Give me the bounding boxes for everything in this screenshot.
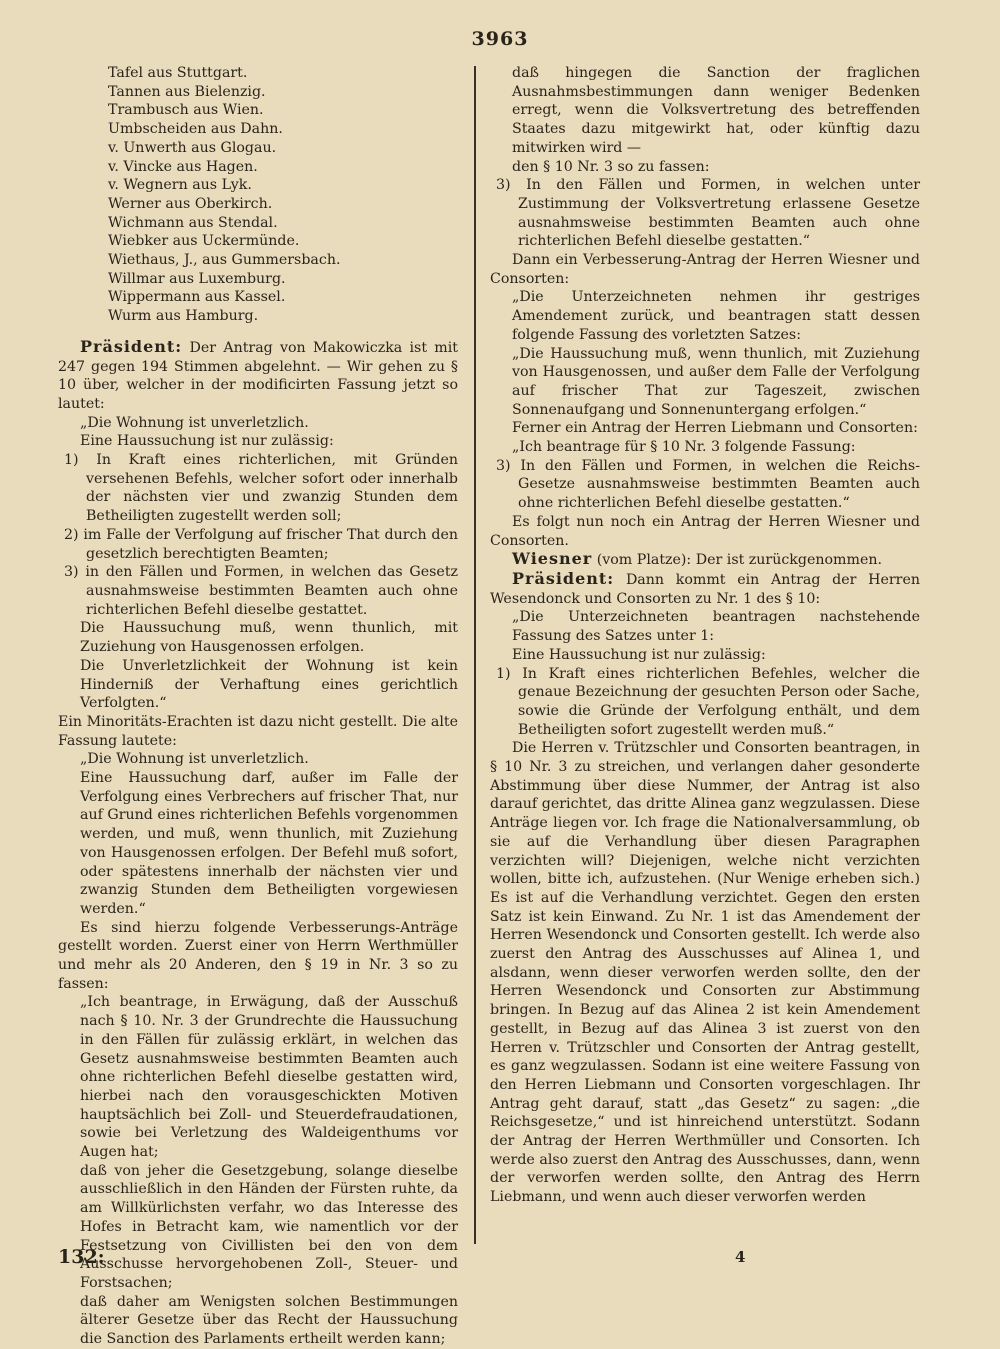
- paragraph: Ein Minoritäts-Erachten ist dazu nicht gestellt. Die alte Fassung lautete:: [58, 713, 458, 749]
- name-list-item: Wippermann aus Kassel.: [108, 289, 286, 306]
- paragraph: „Die Unterzeichneten nehmen ihr gestriges Amendement zurück, und beantragen statt dessen folgende Fassung des vorletzten Satzes:: [512, 289, 920, 343]
- list-item: 3) in den Fällen und Formen, in welchen das Gesetz ausnahmsweise bestimmten Beamten auch ohne richterlichen Befehl dieselbe gestattet.: [64, 564, 458, 618]
- paragraph: „Die Wohnung ist unverletzlich.: [80, 414, 309, 431]
- paragraph: Ferner ein Antrag der Herren Liebmann und Consorten:: [512, 420, 918, 437]
- name-list-item: Wiebker aus Uckermünde.: [108, 233, 300, 250]
- name-list-item: Tannen aus Bielenzig.: [108, 83, 266, 100]
- page-number: 3963: [471, 28, 529, 50]
- list-item: 3) In den Fällen und Formen, in welchen die Reichs-Gesetze ausnahmsweise bestimmten Beamten auch ohne richterlichen Befehl dieselbe gestatten.“: [496, 457, 920, 512]
- left-column: [58, 64, 458, 1349]
- paragraph: „Ich beantrage für § 10 Nr. 3 folgende Fassung:: [512, 439, 856, 456]
- name-list-item: Wurm aus Hamburg.: [108, 308, 259, 325]
- paragraph-text: (vom Platze): Der ist zurückgenommen.: [596, 552, 882, 569]
- paragraph: daß von jeher die Gesetzgebung, solange dieselbe ausschließlich in den Händen der Fürsten ruhte, da am Willkürlichsten verfahr, wo das Interesse des Hofes in Betracht kam, wie namentlich vor der Festsetzung von Civillisten bei den von dem Ausschusse hervorgehobenen Zoll-, Steuer- und Forstsachen;: [80, 1162, 458, 1291]
- paragraph: „Die Unterzeichneten beantragen nachstehende Fassung des Satzes unter 1:: [512, 609, 920, 645]
- name-list-item: Trambusch aus Wien.: [108, 102, 264, 119]
- name-list-item: Wichmann aus Stendal.: [108, 214, 278, 231]
- speaker-label: Wiesner: [512, 549, 593, 569]
- sheet-number: 4: [735, 1248, 746, 1266]
- paragraph-text: Dann kommt ein Antrag der Herren Wesendonck und Consorten zu Nr. 1 des § 10:: [490, 571, 920, 607]
- name-list-item: v. Vincke aus Hagen.: [108, 158, 258, 175]
- paragraph: Die Haussuchung muß, wenn thunlich, mit Zuziehung von Hausgenossen erfolgen.: [80, 620, 458, 656]
- paragraph: Die Herren v. Trützschler und Consorten beantragen, in § 10 Nr. 3 zu streichen, und verlangen daher gesonderte Abstimmung über diese Nummer, der Antrag ist also darauf gerichtet, das dritte Alinea ganz wegzulassen. Diese Anträge liegen vor. Ich frage die Nationalversammlung, ob sie auf die Verhandlung über diesen Paragraphen verzichten will? Diejenigen, welche nicht verzichten wollen, bitte ich, aufzustehen. (Nur Wenige erheben sich.) Es ist auf die Verhandlung verzichtet. Gegen den ersten Satz ist kein Einwand. Zu Nr. 1 ist das Amendement der Herren Wesendonck und Consorten gestellt. Ich werde also zuerst den Antrag des Ausschusses auf Alinea 1, und alsdann, wenn dieser verworfen werden sollte, den der Herren Wesendonck und Consorten zur Abstimmung bringen. In Bezug auf das Alinea 2 ist kein Amendement gestellt, in Bezug auf das Alinea 3 ist zuerst von den Herren v. Trützschler und Consorten der Antrag gestellt, es ganz wegzulassen. Sodann ist eine weitere Fassung von den Herren Liebmann und Consorten vorgeschlagen. Ihr Antrag geht darauf, statt „das Gesetz“ zu sagen: „die Reichsgesetze,“ und ist hinreichend unterstützt. Sodann der Antrag der Herren Werthmüller und Consorten. Ich werde also zuerst den Antrag des Ausschusses, dann, wenn der verworfen werden sollte, den Antrag des Herrn Liebmann, und wenn auch dieser verworfen werden: [490, 740, 920, 1206]
- column-divider: [474, 66, 476, 1244]
- name-list-item: Willmar aus Luxemburg.: [108, 270, 286, 287]
- list-item: 2) im Falle der Verfolgung auf frischer That durch den gesetzlich berechtigten Beamten;: [64, 526, 458, 562]
- paragraph: daß daher am Wenigsten solchen Bestimmungen älterer Gesetze über das Recht der Haussuchung die Sanction des Parlaments ertheilt werden kann;: [80, 1293, 458, 1348]
- paragraph: Eine Haussuchung ist nur zulässig:: [512, 646, 766, 663]
- paragraph: Dann ein Verbesserung-Antrag der Herren Wiesner und Consorten:: [490, 252, 920, 287]
- list-item: 1) In Kraft eines richterlichen, mit Gründen versehenen Befehls, welcher sofort oder innerhalb der nächsten vier und zwanzig Stunden dem Betheiligten zugestellt werden soll;: [64, 452, 458, 525]
- name-list-item: v. Unwerth aus Glogau.: [108, 139, 277, 156]
- paragraph: den § 10 Nr. 3 so zu fassen:: [512, 158, 710, 175]
- paragraph-text: Der Antrag von Makowiczka ist mit 247 gegen 194 Stimmen abgelehnt. — Wir gehen zu § 10 über, welcher in der modificirten Fassung jetzt so lautet:: [58, 339, 458, 412]
- paragraph: Eine Haussuchung ist nur zulässig:: [80, 433, 334, 450]
- paragraph: Es folgt nun noch ein Antrag der Herren Wiesner und Consorten.: [490, 513, 920, 549]
- paragraph: „Ich beantrage, in Erwägung, daß der Ausschuß nach § 10. Nr. 3 der Grundrechte die Haussuchung in den Fällen für zulässig erklärt, in welchen das Gesetz ausnahmsweise bestimmten Beamten auch ohne richterlichen Befehl dieselbe gestatten wird, hierbei nach den vorausgeschickten Motiven hauptsächlich bei Zoll- und Steuerdefraudationen, sowie bei Verletzung des Waldeigenthums vor Augen hat;: [80, 994, 458, 1161]
- paragraph: „Die Wohnung ist unverletzlich.: [80, 751, 309, 768]
- paragraph: Es sind hierzu folgende Verbesserungs-Anträge gestellt worden. Zuerst einer von Herrn Werthmüller und mehr als 20 Anderen, den § 19 in Nr. 3 so zu fassen:: [58, 919, 458, 992]
- speaker-label: Präsident:: [512, 568, 615, 588]
- paragraph: [490, 570, 920, 608]
- name-list-item: Tafel aus Stuttgart.: [108, 65, 248, 81]
- right-column: [490, 64, 920, 1207]
- name-list-item: Umbscheiden aus Dahn.: [108, 121, 283, 138]
- signature-mark: 132:: [58, 1246, 105, 1268]
- paragraph: daß hingegen die Sanction der fraglichen Ausnahmsbestimmungen dann weniger Bedenken erregt, wenn die Volksvertretung des betreffenden Staates dazu mitgewirkt hat, oder künftig dazu mitwirken wird —: [512, 65, 920, 156]
- list-item: 3) In den Fällen und Formen, in welchen unter Zustimmung der Volksvertretung erlassene Gesetze ausnahmsweise bestimmten Beamten auch ohne richterlichen Befehl dieselbe gestatten.“: [496, 177, 920, 250]
- name-list-item: v. Wegnern aus Lyk.: [108, 177, 252, 194]
- name-list-item: Werner aus Oberkirch.: [108, 195, 273, 212]
- name-list-item: Wiethaus, J., aus Gummersbach.: [108, 252, 341, 269]
- paragraph: Die Unverletzlichkeit der Wohnung ist kein Hinderniß der Verhaftung eines gerichtlich Verfolgten.“: [80, 657, 458, 712]
- speaker-label: Präsident:: [80, 336, 183, 356]
- paragraph: [58, 338, 458, 414]
- list-item: 1) In Kraft eines richterlichen Befehles, welcher die genaue Bezeichnung der gesuchten Person oder Sache, sowie die Gründe der Verfolgung enthält, und dem Betheiligten sofort zugestellt werden muß.“: [496, 665, 920, 738]
- paragraph: „Die Haussuchung muß, wenn thunlich, mit Zuziehung von Hausgenossen, und außer dem Falle der Verfolgung auf frischer That zur Tageszeit, zwischen Sonnenaufgang und Sonnenuntergang erfolgen.“: [512, 345, 920, 418]
- paragraph: [490, 550, 920, 570]
- paragraph: Eine Haussuchung darf, außer im Falle der Verfolgung eines Verbrechers auf frischer That, nur auf Grund eines richterlichen Befehls vorgenommen werden, und muß, wenn thunlich, mit Zuziehung von Hausgenossen erfolgen. Der Befehl muß sofort, oder spätestens innerhalb der nächsten vier und zwanzig Stunden dem Betheiligten vorgewiesen werden.“: [80, 770, 458, 917]
